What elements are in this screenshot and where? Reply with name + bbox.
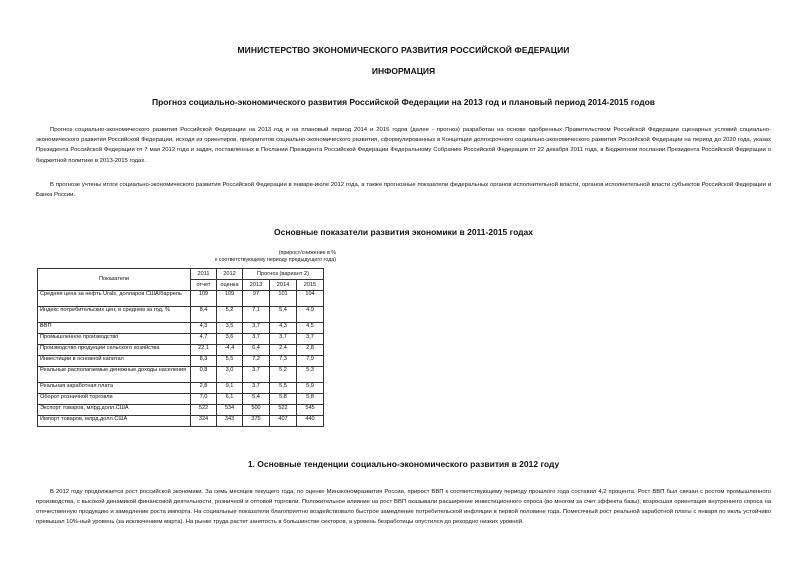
cell-2015: 440 (297, 416, 324, 427)
cell-2013: 375 (243, 416, 270, 427)
table-row (38, 394, 324, 405)
table-row (38, 323, 324, 334)
row-name: Производство продукции сельского хозяйства (38, 345, 191, 356)
cell-2011: 324 (191, 416, 217, 427)
ministry-heading: МИНИСТЕРСТВО ЭКОНОМИЧЕСКОГО РАЗВИТИЯ РОССИЙСКОЙ ФЕДЕРАЦИИ (237, 45, 570, 55)
cell-2014: 5,4 (270, 307, 297, 323)
cell-2015: 3,7 (297, 334, 324, 345)
cell-2015: 5,9 (297, 383, 324, 394)
cell-2013: 3,7 (243, 383, 270, 394)
cell-2014: 2,4 (270, 345, 297, 356)
cell-2013: 500 (243, 405, 270, 416)
cell-2011: 522 (191, 405, 217, 416)
header-forecast: Прогноз (вариант 2) (243, 269, 324, 280)
row-name: Реальные располагаемые денежные доходы населения (38, 367, 191, 383)
table-row (38, 405, 324, 416)
section-title: 1. Основные тенденции социально-экономического развития в 2012 году (247, 459, 560, 469)
header-2014: 2014 (270, 280, 297, 291)
cell-2014: 5,8 (270, 394, 297, 405)
cell-2015: 5,3 (297, 367, 324, 383)
header-2012-sub: оценка (217, 280, 243, 291)
cell-2012: 3,0 (217, 367, 243, 383)
cell-2013: 97 (243, 291, 270, 307)
cell-2012: 343 (217, 416, 243, 427)
row-name: Инвестиции в основной капитал (38, 356, 191, 367)
row-name: Средняя цена за нефть Urals, долларов США/баррель (38, 291, 191, 307)
header-indicators: Показатели (38, 269, 191, 291)
intro-paragraph-2: В прогнозе учтены итоги социально-экономического развития Российской Федерации в январе-июле 2012 года, а также прогнозные показатели федеральных органов исполнительной власти, органов исполнительной власти субъектов Российской Федерации и Банка России. (36, 182, 771, 199)
cell-2014: 407 (270, 416, 297, 427)
cell-2015: 545 (297, 405, 324, 416)
cell-2014: 101 (270, 291, 297, 307)
table-row (38, 383, 324, 394)
cell-2014: 4,3 (270, 323, 297, 334)
row-name: Реальная заработная плата (38, 383, 191, 394)
cell-2015: 5,8 (297, 394, 324, 405)
header-2015: 2015 (297, 280, 324, 291)
table-row (38, 356, 324, 367)
cell-2011: 0,8 (191, 367, 217, 383)
header-2011: 2011 (191, 269, 217, 280)
cell-2011: 4,3 (191, 323, 217, 334)
row-name: Импорт товаров, млрд.долл.США (38, 416, 191, 427)
cell-2011: 7,0 (191, 394, 217, 405)
table-row (38, 345, 324, 356)
cell-2014: 522 (270, 405, 297, 416)
cell-2011: 109 (191, 291, 217, 307)
cell-2013: 7,1 (243, 307, 270, 323)
cell-2015: 4,5 (297, 323, 324, 334)
document-title: Прогноз социально-экономического развития Российской Федерации на 2013 год и плановый период 2014-2015 годов (151, 97, 656, 107)
info-heading: ИНФОРМАЦИЯ (371, 66, 436, 76)
section-paragraph-1: В 2012 году продолжается рост российской экономики. За семь месяцев текущего года, по оценке Минэкономразвития России, прирост ВВП к соответствующему периоду прошлого года составил 4,2 процента. Рост ВВП был связан с ростом промышленного производства, с высокой динамикой финансовой деятельности, розничной и оптовой торговли. Положительное влияние на рост ВВП оказывали расширение инвестиционного спроса (во многом за счет эффекта базы), возросшая ориентация внутреннего спроса на отечественную продукцию и замедление роста импорта. На социальные показатели благоприятно воздействовало быстрое замедление потребительской инфляции в первой половине года. Помесячный рост реальной заработной платы с января по июль устойчиво превышал 10%-ный уровень (за исключением марта). На рынке труда растет занятость в большинстве секторов, а уровень безработицы опустился до рекордно низких уровней. (36, 489, 771, 525)
cell-2014: 7,3 (270, 356, 297, 367)
cell-2012: 3,6 (217, 334, 243, 345)
cell-2013: 3,7 (243, 367, 270, 383)
cell-2014: 5,5 (270, 383, 297, 394)
cell-2013: 6,4 (243, 345, 270, 356)
table-note-line-2: к соответствующему периоду предыдущего года) (214, 257, 336, 263)
cell-2012: 534 (217, 405, 243, 416)
cell-2011: 2,8 (191, 383, 217, 394)
table-row (38, 416, 324, 427)
cell-2012: 5,5 (217, 356, 243, 367)
row-name: ВВП (38, 323, 191, 334)
cell-2013: 3,7 (243, 334, 270, 345)
table-row (38, 367, 324, 383)
row-name: Оборот розничной торговли (38, 394, 191, 405)
row-name: Промышленное производство (38, 334, 191, 345)
cell-2013: 3,7 (243, 323, 270, 334)
cell-2013: 7,2 (243, 356, 270, 367)
cell-2011: 8,4 (191, 307, 217, 323)
cell-2011: 22,1 (191, 345, 217, 356)
cell-2014: 5,2 (270, 367, 297, 383)
cell-2011: 4,7 (191, 334, 217, 345)
cell-2015: 104 (297, 291, 324, 307)
table-row (38, 334, 324, 345)
cell-2015: 4,9 (297, 307, 324, 323)
intro-paragraph-1: Прогноз социально-экономического развития Российской Федерации на 2013 год и на плановый период 2014 и 2015 годов (далее - прогноз) разработан на основе одобренных Правительством Российской Федерации сценарных условий социально-экономического развития Российской Федерации, исходя из ориентиров, приоритетов социально-экономического развития, сформулированных в Концепции долгосрочного социально-экономического развития Российской Федерации на период до 2020 года, указах Президента Российской Федерации от 7 мая 2012 года и задач, поставленных в Послании Президента Российской Федерации Федеральному Собранию Российской Федерации от 22 декабря 2011 года, в Бюджетном послании Президента Российской Федерации о бюджетной политике в 2013-2015 годах. (36, 127, 771, 164)
cell-2015: 2,8 (297, 345, 324, 356)
table-row (38, 307, 324, 323)
row-name: Экспорт товаров, млрд.долл.США (38, 405, 191, 416)
cell-2014: 3,7 (270, 334, 297, 345)
header-2013: 2013 (243, 280, 270, 291)
cell-2013: 5,4 (243, 394, 270, 405)
indicators-table (37, 268, 324, 427)
table-note-line-1: (прирост/снижение в % (278, 250, 336, 256)
table-title: Основные показатели развития экономики в 2011-2015 годах (274, 227, 533, 237)
row-name: Индекс потребительских цен, в среднем за год, % (38, 307, 191, 323)
header-2012: 2012 (217, 269, 243, 280)
table-row (38, 291, 324, 307)
cell-2012: 3,5 (217, 323, 243, 334)
cell-2011: 8,3 (191, 356, 217, 367)
cell-2012: 109 (217, 291, 243, 307)
cell-2012: -4,4 (217, 345, 243, 356)
cell-2015: 7,9 (297, 356, 324, 367)
cell-2012: 9,1 (217, 383, 243, 394)
cell-2012: 5,2 (217, 307, 243, 323)
cell-2012: 6,1 (217, 394, 243, 405)
header-2011-sub: отчет (191, 280, 217, 291)
